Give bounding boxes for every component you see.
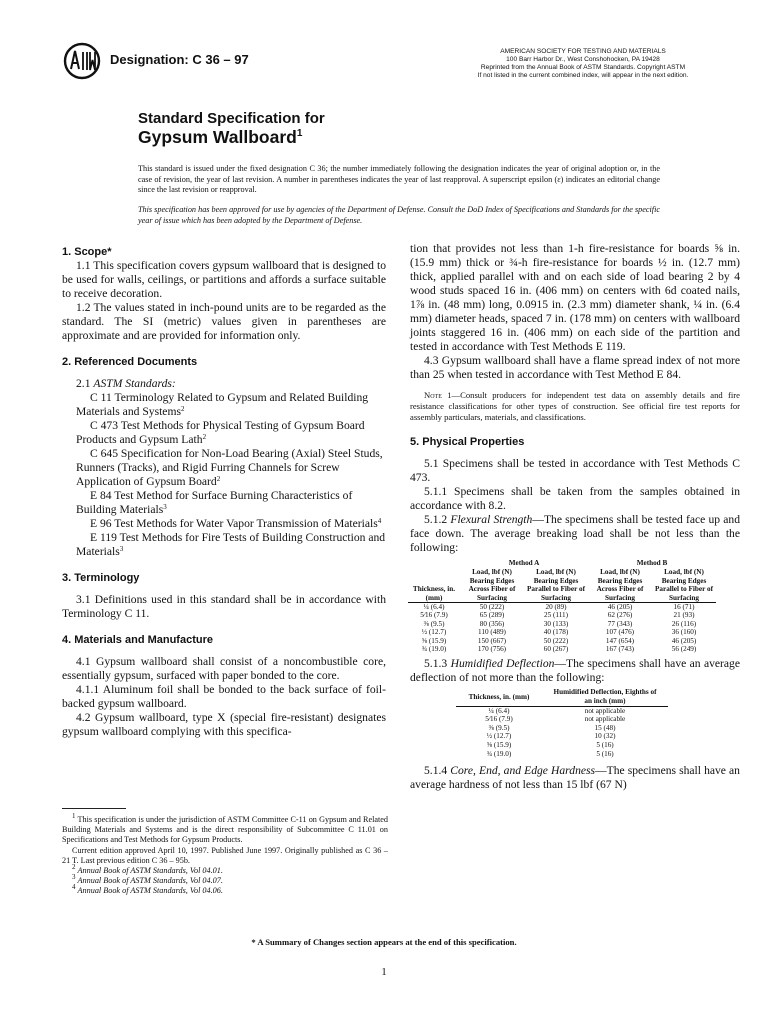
table-row: ½ (12.7) 110 (489) 40 (178) 107 (476) 36 (160) — [421, 628, 697, 637]
paragraph-5-1-2: 5.1.2 Flexural Strength—The specimens shall be tested face up and face down. The average breaking load shall be not less than the following: — [410, 513, 741, 554]
table-row: ⅝ (15.9) 150 (667) 50 (222) 147 (654) 46 (205) — [421, 636, 697, 645]
title-footnote-mark: 1 — [296, 128, 303, 139]
paragraph-number: 2.1 — [76, 377, 91, 390]
dod-approval-statement: This specification has been approved for use by agencies of the Department of Defense. Consult the DoD Index of Specifications and Standards for the specific year of issue which has been adopted by the Department of Defense. — [138, 205, 660, 225]
publisher-line: Reprinted from the Annual Book of ASTM Standards. Copyright ASTM — [480, 64, 686, 71]
paragraph-4-2-continued: tion that provides not less than 1-h fire-resistance for boards ⅝ in. (15.9 mm) thick or ¾-h fire-resistance for boards ½ in. (12.7 mm) thick, applied parallel with and on each side of load bearing 2 by 4 wood studs spaced 16 in. (406 mm) on centers with 6d coated nails, 1⅞ in. (48 mm) long, 0.0915 in. (2.3 mm) diameter shank, ¼ in. (6.4 mm) diameter heads, spaced 7 in. (178 mm) on centers with wallboard joints staggered 16 in. (406 mm) on each side of the partition and tested in accordance with Test Methods E 119. — [410, 242, 740, 353]
table-row: ⅜ (9.5) 15 (48) — [488, 723, 616, 732]
publisher-line: If not listed in the current combined index, will appear in the next edition. — [477, 72, 689, 79]
paragraph-5-1: 5.1 Specimens shall be tested in accordance with Test Methods C 473. — [410, 457, 740, 484]
paragraph-1-1: 1.1 This specification covers gypsum wallboard that is designed to be used for walls, ceilings, or partitions and affords a surface suitable to receive decoration. — [62, 259, 386, 300]
paragraph-5-1-1: 5.1.1 Specimens shall be taken from the samples obtained in accordance with 8.2. — [410, 485, 740, 512]
left-column — [62, 245, 386, 739]
footnote-3: $^3$ Annual Book of ASTM Standards, Vol 04.07. — [72, 873, 223, 886]
table-header-cell: Thickness, in. (mm) — [408, 568, 460, 602]
section-heading-scope: 1. Scope* — [62, 246, 112, 258]
reference-item: C 11 Terminology Related to Gypsum and Related Building Materials and Systems$^2$ — [76, 391, 369, 418]
footnote-2: $^2$ Annual Book of ASTM Standards, Vol 04.01. — [72, 863, 223, 876]
table-row: 5⁄16 (7.9) 65 (289) 25 (111) 62 (276) 21 (93) — [420, 611, 695, 620]
footnote-rule — [62, 808, 126, 809]
paragraph-1-2: 1.2 The values stated in inch-pound units are to be regarded as the standard. The SI (metric) values given in parentheses are approximate and are provided for information only. — [62, 301, 386, 342]
note-label: Note 1 — [424, 390, 452, 400]
paragraph-2-1 — [62, 377, 386, 391]
designation: Designation: C 36 – 97 — [110, 52, 249, 67]
table-row: 5⁄16 (7.9) not applicable — [485, 715, 626, 724]
reference-item: E 96 Test Methods for Water Vapor Transmission of Materials$^4$ — [90, 517, 382, 530]
section-heading-materials: 4. Materials and Manufacture — [62, 634, 213, 646]
method-a-header: Method A — [508, 559, 540, 567]
title-line-1: Standard Specification for — [138, 110, 325, 127]
table-header-cell: Load, lbf (N) Bearing Edges Parallel to Fiber of Surfacing — [652, 568, 716, 602]
footnote-4: $^4$ Annual Book of ASTM Standards, Vol 04.06. — [72, 883, 223, 896]
publisher-line: AMERICAN SOCIETY FOR TESTING AND MATERIALS — [500, 48, 666, 55]
note-1: Note 1—Consult producers for independent test data on assembly details and fire resistance classifications for other types of construction. See official fire test reports for assembly particulars, materials, and classifications. — [410, 390, 740, 422]
table-row: ¾ (19.0) 170 (756) 60 (267) 167 (743) 56 (249) — [421, 645, 697, 654]
section-heading-referenced: 2. Referenced Documents — [62, 356, 198, 368]
right-column — [410, 242, 740, 792]
astm-standards-label: ASTM Standards: — [93, 377, 176, 390]
reference-item: C 645 Specification for Non-Load Bearing (Axial) Steel Studs, Runners (Tracks), and Rigid Furring Channels for Screw Application of Gypsum Board$^2$ — [76, 447, 383, 488]
title-text: Gypsum Wallboard — [138, 127, 297, 147]
edition-note: Current edition approved April 10, 1997. Published June 1997. Originally published as C 36 – 21 T. Last previous edition C 36 – 95b. — [62, 845, 388, 865]
summary-of-changes-note: * A Summary of Changes section appears at the end of this specification. — [251, 937, 517, 947]
paragraph-4-1: 4.1 Gypsum wallboard shall consist of a noncombustible core, essentially gypsum, surfaced with paper bonded to the core. — [62, 655, 386, 682]
table-header-cell: Thickness, in. (mm) — [456, 688, 542, 706]
footnotes — [62, 812, 389, 897]
section-heading-physical: 5. Physical Properties — [410, 436, 525, 448]
table-row: ⅜ (9.5) 80 (356) 30 (133) 77 (343) 26 (116) — [423, 619, 697, 628]
astm-logo-icon — [62, 42, 102, 80]
table-row: ½ (12.7) 10 (32) — [486, 732, 616, 741]
section-heading-terminology: 3. Terminology — [62, 572, 140, 584]
paragraph-5-1-4: 5.1.4 Core, End, and Edge Hardness—The specimens shall have an average hardness of not less than 15 lbf (67 N) — [410, 764, 740, 792]
publisher-line: 100 Barr Harbor Dr., West Conshohocken, PA 19428 — [506, 56, 660, 63]
humidified-deflection-table — [456, 688, 668, 758]
table-header-cell: Load, lbf (N) Bearing Edges Across Fiber of Surfacing — [460, 568, 524, 602]
table-row: ¼ (6.4) not applicable — [488, 706, 626, 715]
table-header-cell: Humidified Deflection, Eighths of an inch (mm) — [542, 688, 668, 706]
issued-statement: This standard is issued under the fixed designation C 36; the number immediately following the designation indicates the year of original adoption or, in the case of revision, the year of last revision. A number in parentheses indicates the year of last reapproval. A superscript epsilon (ε) indicates an editorial change since the last revision or reapproval. — [138, 164, 660, 194]
publisher-info — [418, 48, 748, 80]
reference-item: C 473 Test Methods for Physical Testing of Gypsum Board Products and Gypsum Lath$^2$ — [76, 419, 365, 446]
table-header-cell: Load, lbf (N) Bearing Edges Parallel to Fiber of Surfacing — [524, 568, 588, 602]
paragraph-4-3: 4.3 Gypsum wallboard shall have a flame spread index of not more than 25 when tested in accordance with Test Method E 84. — [410, 354, 740, 381]
reference-item: E 119 Test Methods for Fire Tests of Building Construction and Materials$^3$ — [76, 531, 386, 558]
table-row: ¾ (19.0) 5 (16) — [486, 749, 614, 758]
table-row: ¼ (6.4) 50 (222) 20 (89) 46 (205) 16 (71) — [423, 603, 695, 612]
paragraph-4-1-1: 4.1.1 Aluminum foil shall be bonded to the back surface of foil-backed gypsum wallboard. — [62, 683, 386, 710]
reference-item: E 84 Test Method for Surface Burning Characteristics of Building Materials$^3$ — [76, 489, 353, 516]
title-line-2 — [138, 127, 302, 148]
table-row: ⅝ (15.9) 5 (16) — [486, 741, 614, 750]
paragraph-5-1-3: 5.1.3 Humidified Deflection—The specimens shall have an average deflection of not more than the following: — [410, 657, 741, 685]
method-b-header: Method B — [636, 559, 668, 567]
paragraph-4-2: 4.2 Gypsum wallboard, type X (special fire-resistant) designates gypsum wallboard complying with this specifica- — [62, 711, 386, 738]
paragraph-3-1: 3.1 Definitions used in this standard shall be in accordance with Terminology C 11. — [62, 593, 386, 620]
footnote-1: $^1$ This specification is under the jurisdiction of ASTM Committee C-11 on Gypsum and Related Building Materials and Systems and is the direct responsibility of Subcommittee C 11.01 on Specifications and Test Methods for Gypsum Products. — [62, 812, 389, 845]
flexural-strength-table — [408, 559, 716, 653]
table-header-cell: Load, lbf (N) Bearing Edges Across Fiber of Surfacing — [588, 568, 652, 602]
page-number: 1 — [381, 966, 387, 978]
